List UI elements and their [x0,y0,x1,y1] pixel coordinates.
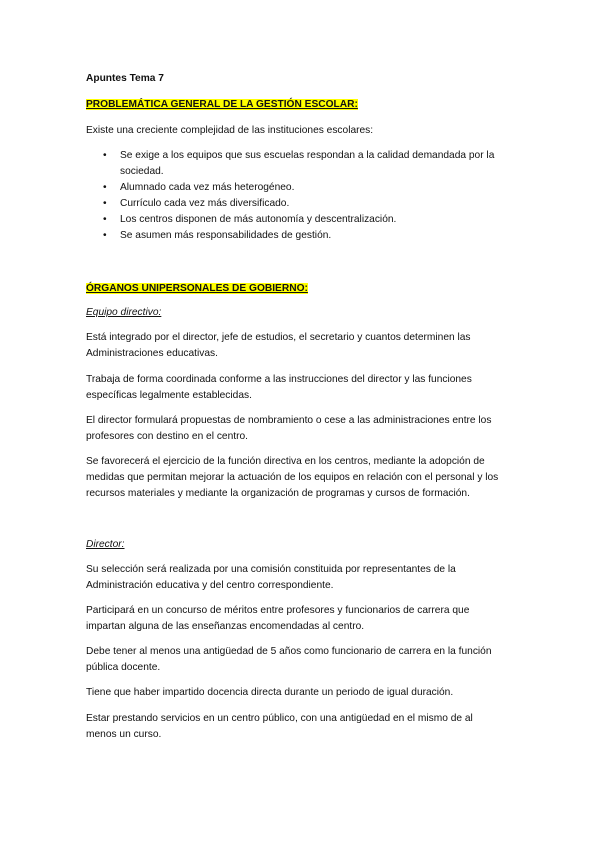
subheading-director: Director: [86,539,125,550]
list-item [86,180,506,196]
document-title: Apuntes Tema 7 [86,73,164,84]
list-item [86,228,506,244]
list-item-text: Alumnado cada vez más heterogéneo. [120,182,295,193]
list-item [86,196,506,212]
director-paragraph-1: Su selección será realizada por una comisión constituida por representantes de la Administración educativa y del centro correspondiente. [86,564,456,591]
bullet-icon: • [103,214,107,225]
equipo-paragraph-3: El director formulará propuestas de nombramiento o cese a las administraciones entre los profesores con destino en el centro. [86,415,492,442]
bullet-list [86,148,506,244]
director-paragraph-5: Estar prestando servicios en un centro público, con una antigüedad en el mismo de al menos un curso. [86,713,473,740]
director-paragraph-2: Participará en un concurso de méritos entre profesores y funcionarios de carrera que impartan alguna de las enseñanzas encomendadas al centro. [86,605,470,632]
section-heading-problematica-text: PROBLEMÁTICA GENERAL DE LA GESTIÓN ESCOLAR: [86,99,358,110]
bullet-icon: • [103,230,107,241]
section-heading-organos-text: ÓRGANOS UNIPERSONALES DE GOBIERNO: [86,283,308,294]
intro-paragraph: Existe una creciente complejidad de las instituciones escolares: [86,125,374,136]
subheading-equipo-directivo: Equipo directivo: [86,307,162,318]
director-paragraph-4: Tiene que haber impartido docencia directa durante un periodo de igual duración. [86,687,454,698]
list-item-text: Se asumen más responsabilidades de gestión. [120,230,332,241]
bullet-icon: • [103,150,107,161]
section-heading-problematica [86,97,358,113]
list-item-text: Los centros disponen de más autonomía y descentralización. [120,214,397,225]
list-item [86,148,506,180]
list-item [86,212,506,228]
bullet-icon: • [103,182,107,193]
equipo-paragraph-2: Trabaja de forma coordinada conforme a las instrucciones del director y las funciones específicas legalmente establecidas. [86,374,472,401]
director-paragraph-3: Debe tener al menos una antigüedad de 5 años como funcionario de carrera en la función pública docente. [86,646,492,673]
equipo-paragraph-1: Está integrado por el director, jefe de estudios, el secretario y cuantos determinen las Administraciones educativas. [86,332,471,359]
bullet-icon: • [103,198,107,209]
section-heading-organos [86,281,308,297]
list-item-text: Currículo cada vez más diversificado. [120,198,290,209]
equipo-paragraph-4: Se favorecerá el ejercicio de la función directiva en los centros, mediante la adopción de medidas que permitan mejorar la actuación de los equipos en relación con el personal y los recursos materiales y mediante la organización de programas y cursos de formación. [86,456,499,499]
list-item-text: Se exige a los equipos que sus escuelas respondan a la calidad demandada por la sociedad. [120,150,495,177]
